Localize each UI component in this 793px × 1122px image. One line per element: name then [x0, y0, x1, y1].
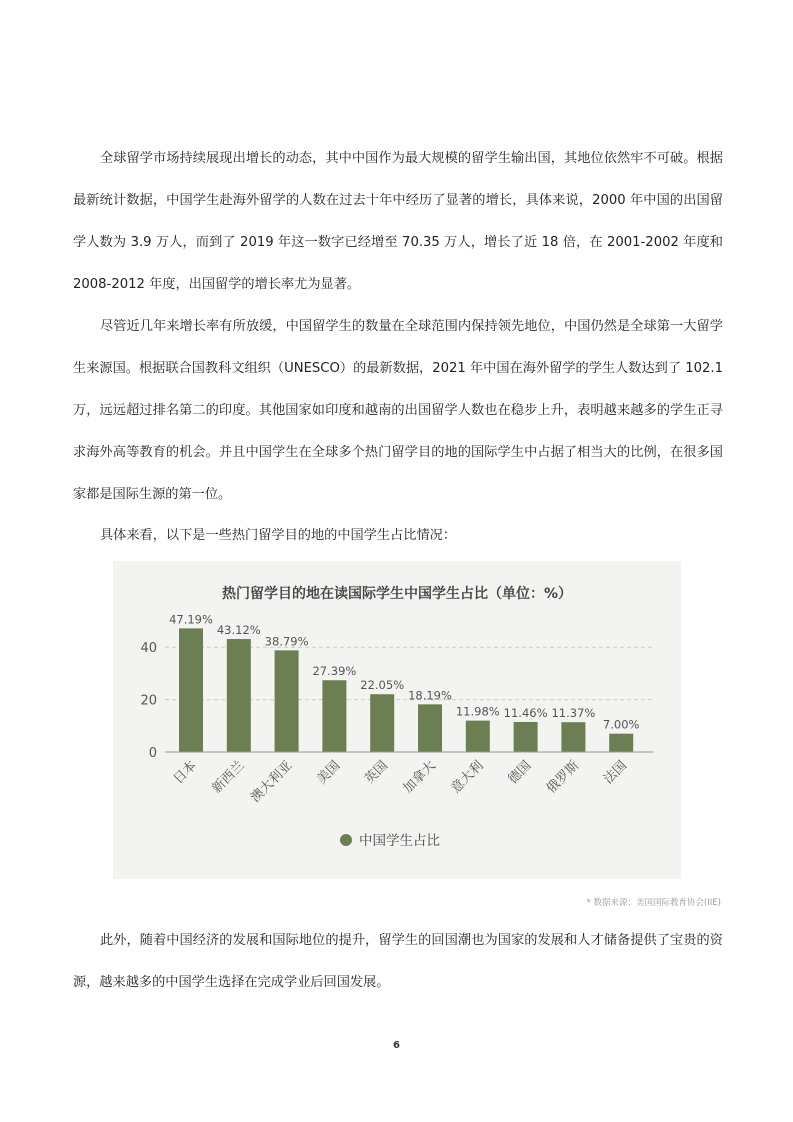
bar [561, 722, 585, 752]
data-label: 11.37% [551, 706, 596, 721]
chart-panel [113, 561, 681, 879]
data-label: 11.98% [455, 704, 500, 719]
chart-title: 热门留学目的地在读国际学生中国学生占比（单位：%） [221, 586, 573, 602]
y-tick-label: 20 [140, 693, 157, 709]
data-label: 38.79% [264, 634, 309, 649]
bar [227, 639, 251, 752]
paragraph-1: 全球留学市场持续展现出增长的动态，其中中国作为最大规模的留学生输出国，其地位依然牢不可破。根据最新统计数据，中国学生赴海外留学的人数在过去十年中经历了显著的增长，具体来说，2000 年中国的出国留学人数为 3.9 万人，而到了 2019 年这一数字已经增至 70.35 万人，增长了近 18 倍，在 2001-2002 年度和 2008-2012 年度，出国留学的增长率尤为显著。 [73, 151, 723, 292]
legend-marker [340, 834, 352, 846]
x-tick-label: 新西兰 [209, 758, 248, 797]
x-tick-label: 法国 [601, 758, 631, 788]
x-tick-label: 日本 [170, 758, 200, 788]
y-tick-label: 40 [140, 641, 157, 657]
bar [418, 704, 442, 752]
x-tick-label: 澳大利亚 [248, 758, 296, 806]
source-note: * 数据来源：美国国际教育协会(IIE) [586, 898, 721, 908]
bar [179, 628, 203, 752]
bar [466, 721, 490, 752]
bar [275, 650, 299, 752]
page-number: 6 [393, 1040, 400, 1051]
data-label: 43.12% [216, 623, 261, 638]
x-tick-label: 加拿大 [400, 758, 439, 797]
x-tick-label: 英国 [362, 758, 392, 788]
data-label: 47.19% [169, 612, 213, 627]
x-tick-label: 德国 [505, 758, 535, 788]
data-label: 27.39% [312, 664, 357, 679]
data-label: 7.00% [602, 717, 640, 732]
bar [370, 694, 394, 752]
bar [609, 734, 633, 752]
x-tick-label: 意大利 [448, 758, 487, 797]
paragraph-3: 具体来看，以下是一些热门留学目的地的中国学生占比情况： [100, 528, 457, 543]
bar-chart [113, 561, 681, 879]
data-label: 18.19% [408, 688, 452, 703]
y-tick-label: 0 [148, 746, 157, 761]
x-tick-label: 俄罗斯 [544, 758, 583, 797]
x-tick-label: 美国 [314, 758, 344, 788]
paragraph-2: 尽管近几年来增长率有所放缓，中国留学生的数量在全球范围内保持领先地位，中国仍然是全球第一大留学生来源国。根据联合国教科文组织（UNESCO）的最新数据，2021 年中国在海外留学的学生人数达到了 102.1 万，远远超过排名第二的印度。其他国家如印度和越南的出国留学人数也在稳步上升，表明越来越多的学生正寻求海外高等教育的机会。并且中国学生在全球多个热门留学目的地的国际学生中占据了相当大的比例，在很多国家都是国际生源的第一位。 [73, 319, 723, 502]
data-label: 22.05% [360, 678, 405, 693]
data-label: 11.46% [503, 705, 548, 720]
bar [322, 680, 346, 752]
paragraph-4: 此外，随着中国经济的发展和国际地位的提升，留学生的回国潮也为国家的发展和人才储备提供了宝贵的资源，越来越多的中国学生选择在完成学业后回国发展。 [73, 933, 723, 990]
bar [514, 722, 538, 752]
legend-label: 中国学生占比 [359, 833, 440, 849]
